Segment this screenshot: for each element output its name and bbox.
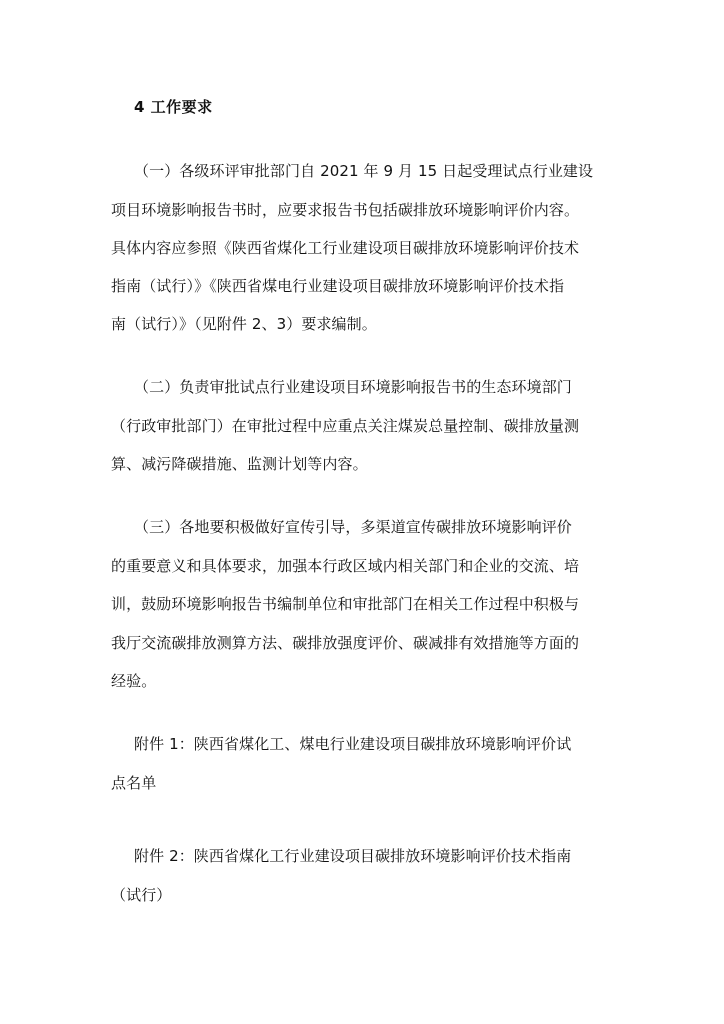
paragraph-2-line-1: （二）负责审批试点行业建设项目环境影响报告书的生态环境部门 — [134, 378, 572, 396]
paragraph-1-line-4: 指南（试行）》《陕西省煤电行业建设项目碳排放环境影响评价技术指 — [111, 277, 565, 295]
paragraph-3-line-1: （三）各地要积极做好宣传引导，多渠道宣传碳排放环境影响评价 — [134, 518, 572, 536]
paragraph-1-line-2: 项目环境影响报告书时，应要求报告书包括碳排放环境影响评价内容。 — [111, 201, 580, 219]
paragraph-3-line-4: 我厅交流碳排放测算方法、碳排放强度评价、碳减排有效措施等方面的 — [111, 634, 580, 652]
paragraph-2-line-2: （行政审批部门）在审批过程中应重点关注煤炭总量控制、碳排放量测 — [111, 417, 580, 435]
paragraph-1-line-1: （一）各级环评审批部门自 2021 年 9 月 15 日起受理试点行业建设 — [134, 162, 594, 180]
paragraph-3-line-3: 训，鼓励环境影响报告书编制单位和审批部门在相关工作过程中积极与 — [111, 595, 580, 613]
attachment-1-line-1: 附件 1：陕西省煤化工、煤电行业建设项目碳排放环境影响评价试 — [134, 735, 572, 753]
attachment-2-line-2: （试行） — [111, 886, 172, 904]
attachment-2-line-1: 附件 2：陕西省煤化工行业建设项目碳排放环境影响评价技术指南 — [134, 847, 572, 865]
paragraph-1-line-5: 南（试行）》（见附件 2、3）要求编制。 — [111, 315, 377, 333]
section-heading: 4 工作要求 — [134, 98, 213, 116]
paragraph-1-line-3: 具体内容应参照《陕西省煤化工行业建设项目碳排放环境影响评价技术 — [111, 239, 580, 257]
attachment-1-line-2: 点名单 — [111, 774, 157, 792]
paragraph-2-line-3: 算、减污降碳措施、监测计划等内容。 — [111, 455, 368, 473]
paragraph-3-line-2: 的重要意义和具体要求，加强本行政区域内相关部门和企业的交流、培 — [111, 557, 580, 575]
paragraph-3-line-5: 经验。 — [111, 672, 157, 690]
